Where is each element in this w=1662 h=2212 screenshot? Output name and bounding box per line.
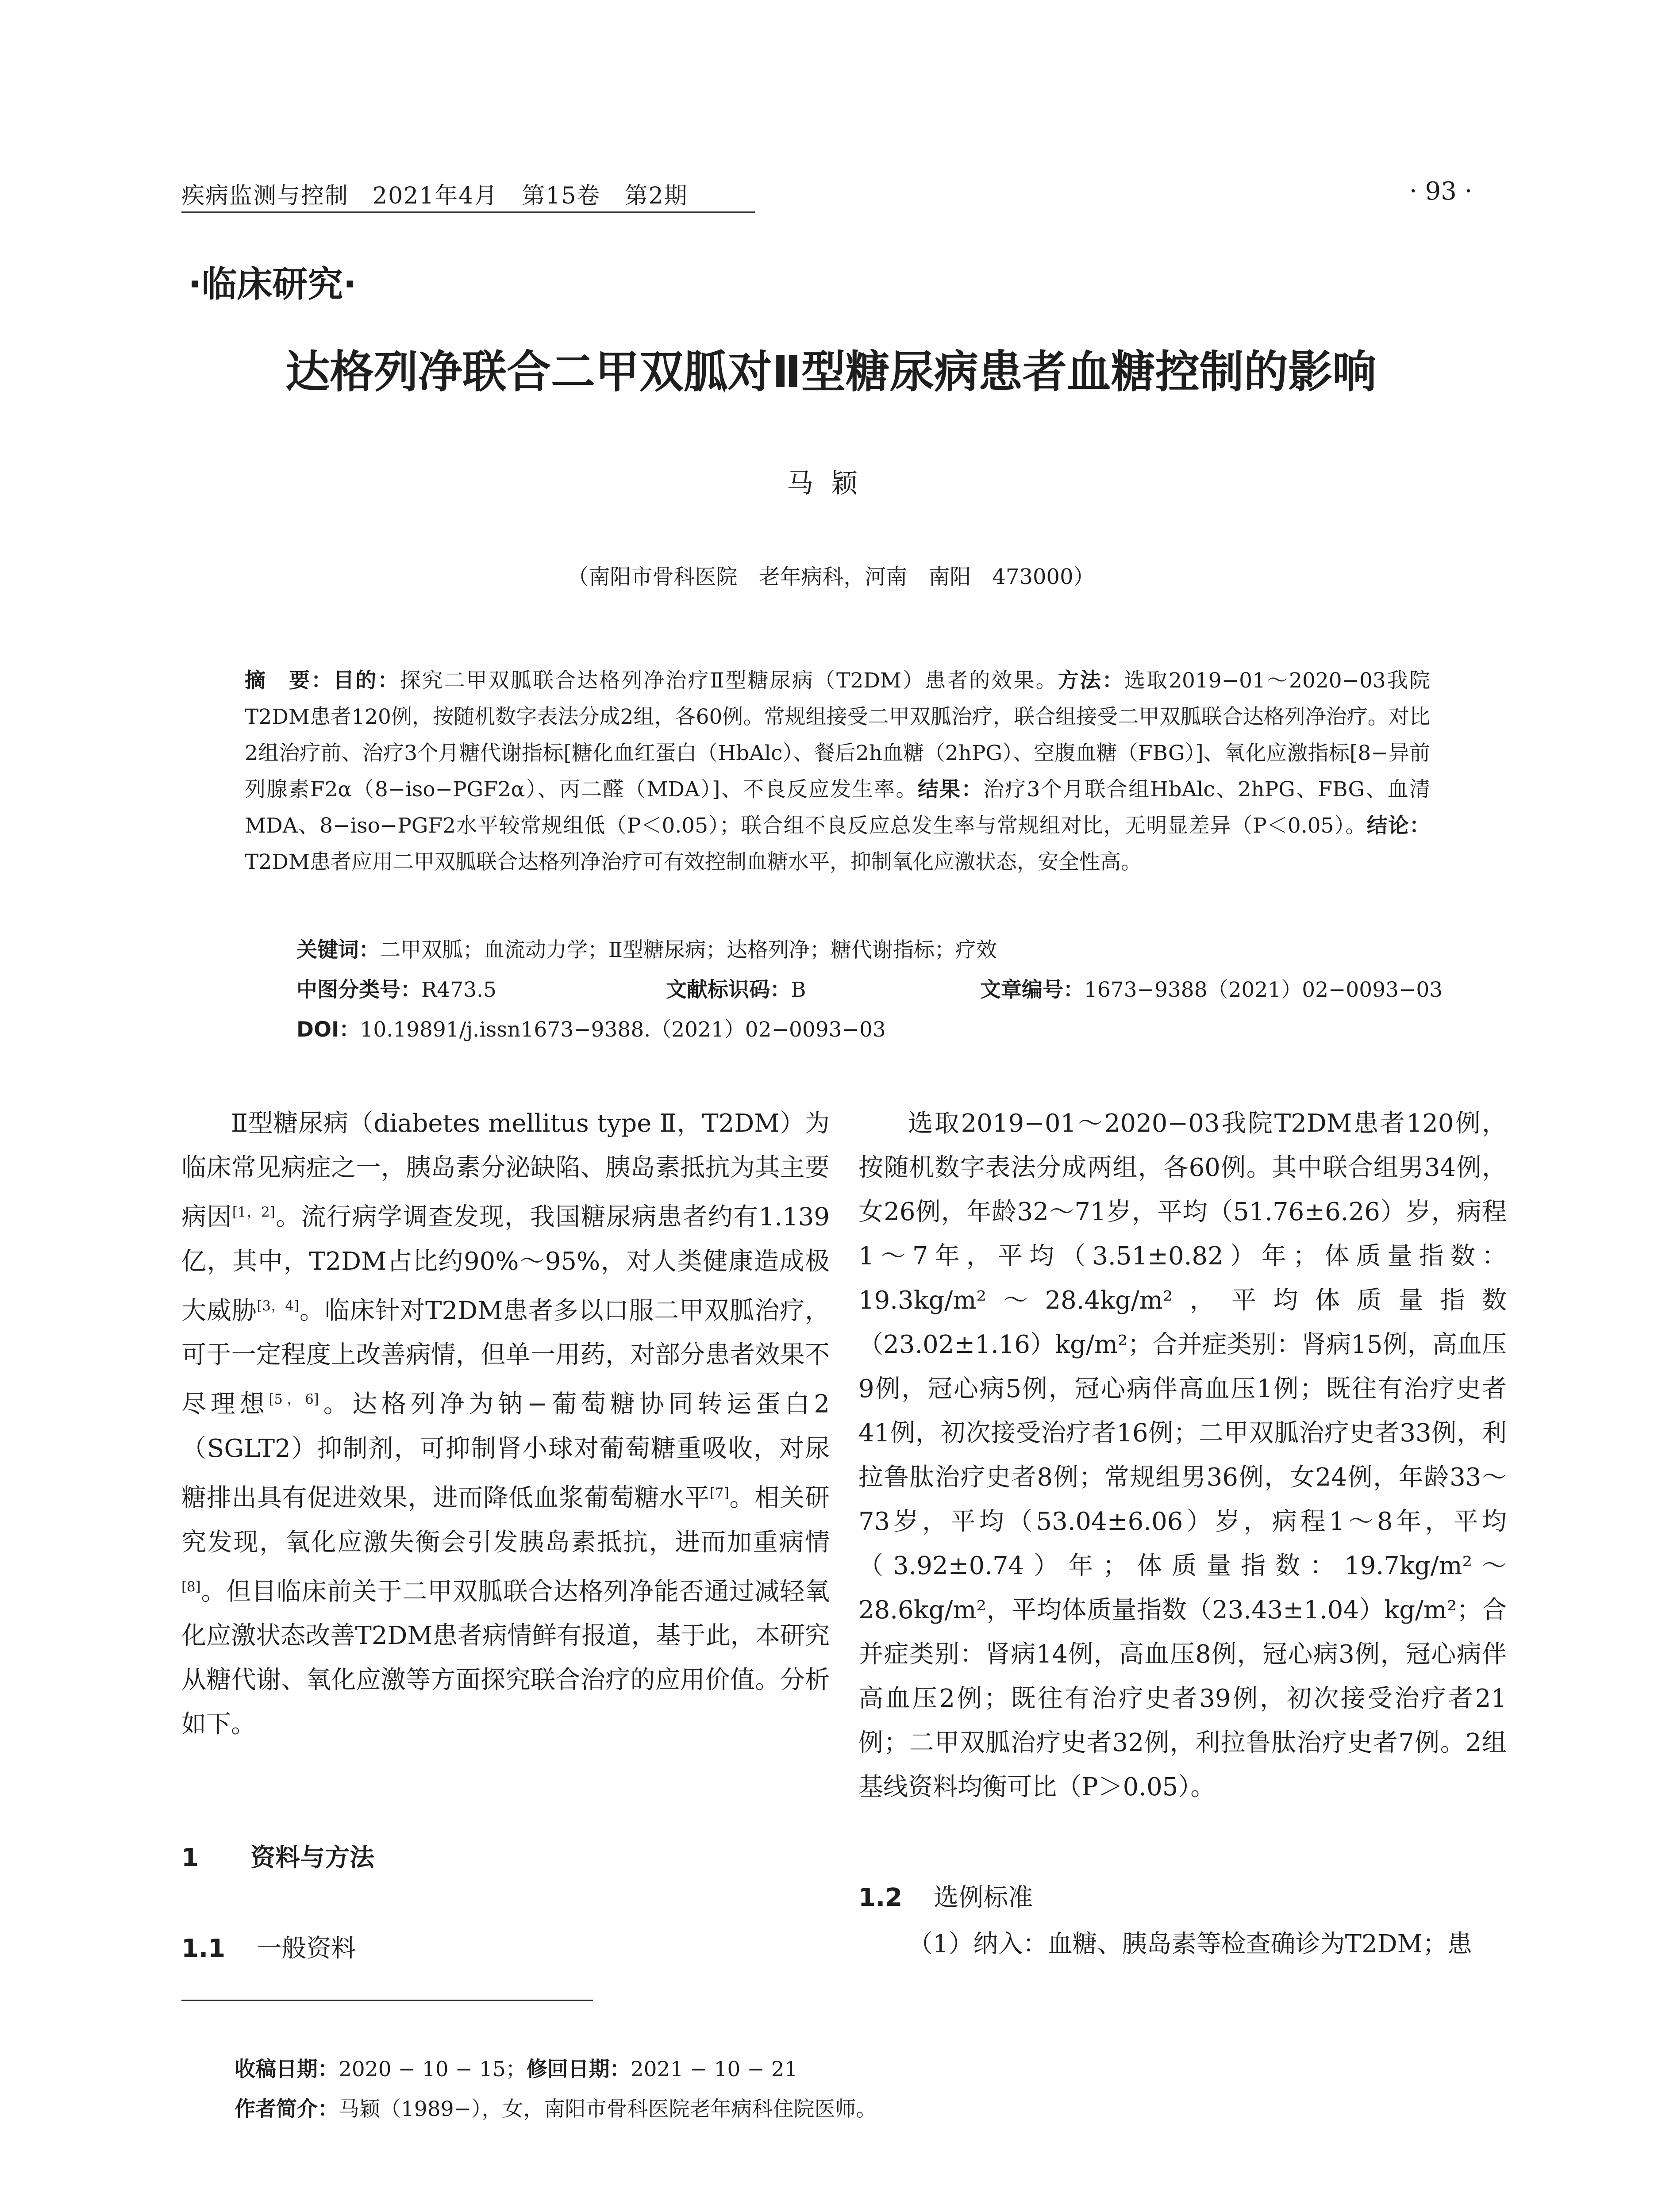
author-bio: 马颖（1989−），女，南阳市骨科医院老年病科住院医师。 xyxy=(339,2097,877,2121)
section-tag: ·临床研究· xyxy=(188,264,357,305)
abstract xyxy=(245,663,1430,880)
section-1-1-heading xyxy=(181,1929,356,1964)
section-1-heading xyxy=(181,1838,374,1874)
classification xyxy=(296,973,496,1003)
methods-label: 方法： xyxy=(1058,668,1124,693)
journal-header: 疾病监测与控制 2021年4月 第15卷 第2期 xyxy=(181,183,688,209)
author-affiliation: （南阳市骨科医院 老年病科，河南 南阳 473000） xyxy=(567,565,1095,589)
classification-value: R473.5 xyxy=(421,978,496,1002)
citation: [3，4] xyxy=(257,1298,300,1314)
section-title: 资料与方法 xyxy=(250,1843,374,1872)
intro-text: 。达格列净为钠−葡萄糖协同转运蛋白2（SGLT2）抑制剂，可抑制肾小球对葡萄糖重吸收，对尿糖排出具有促进效果，进而降低血浆葡萄糖水平 xyxy=(181,1390,830,1513)
objective-label: 目的： xyxy=(333,668,400,693)
results-label: 结果： xyxy=(917,777,983,802)
inclusion-paragraph: （1）纳入：血糖、胰岛素等检查确诊为T2DM；患 xyxy=(908,1930,1472,1959)
doc-code-label: 文献标识码： xyxy=(666,978,791,1002)
citation: [7] xyxy=(709,1485,729,1501)
intro-text: 。相关研究发现，氧化应激失衡会引发胰岛素抵抗，进而加重病情 xyxy=(181,1483,830,1557)
revised-date: 2021 − 10 − 21 xyxy=(630,2057,798,2081)
section-number: 1.2 xyxy=(858,1883,903,1912)
article-no-label: 文章编号： xyxy=(980,978,1084,1002)
section-title: 选例标准 xyxy=(934,1883,1033,1912)
received-label: 收稿日期： xyxy=(235,2057,339,2081)
general-info-column xyxy=(858,1102,1507,1809)
intro-text: 。但目临床前关于二甲双胍联合达格列净能否通过减轻氧化应激状态改善T2DM患者病情鲜有报道，基于此，本研究从糖代谢、氧化应激等方面探究联合治疗的应用价值。分析如下。 xyxy=(181,1577,830,1739)
section-title: 一般资料 xyxy=(257,1934,356,1963)
general-info-paragraph: 选取2019−01～2020−03我院T2DM患者120例，按随机数字表法分成两组，各60例。其中联合组男34例，女26例，年龄32～71岁，平均（51.76±6.26）岁，病程1～7年，平均（3.51±0.82）年；体质量指数：19.3kg/m²～28.4kg/m²，平均体质量指数（23.02±1.16）kg/m²；合并症类别：肾病15例，高血压9例，冠心病5例，冠心病伴高血压1例；既往有治疗史者41例，初次接受治疗者16例；二甲双胍治疗史者33例，利拉鲁肽治疗史者8例；常规组男36例，女24例，年龄33～73岁，平均（53.04±6.06）岁，病程1～8年，平均（3.92±0.74）年；体质量指数：19.7kg/m²～28.6kg/m²，平均体质量指数（23.43±1.04）kg/m²；合并症类别：肾病14例，高血压8例，冠心病3例，冠心病伴高血压2例；既往有治疗史者39例，初次接受治疗者21例；二甲双胍治疗史者32例，利拉鲁肽治疗史者7例。2组基线资料均衡可比（P＞0.05）。 xyxy=(858,1109,1507,1801)
received-date: 2020 − 10 − 15； xyxy=(339,2057,527,2081)
doi xyxy=(296,1013,886,1043)
article-no-value: 1673−9388（2021）02−0093−03 xyxy=(1084,978,1443,1002)
section-number: 1 xyxy=(181,1843,199,1872)
intro-column xyxy=(181,1102,830,1747)
author-name: 马颖 xyxy=(787,468,875,499)
intro-text: 。临床针对T2DM患者多以口服二甲双胍治疗，可于一定程度上改善病情，但单一用药，对部分患者效果不尽理想 xyxy=(181,1296,830,1419)
citation: [1，2] xyxy=(232,1204,275,1220)
intro-text: 。流行病学调查发现，我国糖尿病患者约有1.139亿，其中，T2DM占比约90%～95%，对人类健康造成极大威胁 xyxy=(181,1202,830,1325)
header-underline xyxy=(181,211,755,213)
section-number: 1.1 xyxy=(181,1934,226,1963)
abstract-label: 摘 要： xyxy=(245,668,334,693)
objective-text: 探究二甲双胍联合达格列净治疗Ⅱ型糖尿病（T2DM）患者的效果。 xyxy=(400,668,1058,693)
inclusion-column xyxy=(858,1922,1507,1966)
page-number: · 93 · xyxy=(1409,177,1473,206)
classification-label: 中图分类号： xyxy=(296,978,421,1002)
methods-text: 选取2019−01～2020−03我院T2DM患者120例，按随机数字表法分成2组，各60例。常规组接受二甲双胍治疗，联合组接受二甲双胍联合达格列净治疗。对比2组治疗前、治疗3个月糖代谢指标[糖化血红蛋白（HbAlc）、餐后2h血糖（2hPG）、空腹血糖（FBG）]、氧化应激指标[8−异前列腺素F2α（8−iso−PGF2α）、丙二醛（MDA）]、不良反应发生率。 xyxy=(245,668,1431,802)
keywords xyxy=(296,933,997,963)
citation: [8] xyxy=(181,1578,201,1595)
article-number xyxy=(980,973,1443,1003)
conclusion-text: T2DM患者应用二甲双胍联合达格列净治疗可有效控制血糖水平，抑制氧化应激状态，安全性高。 xyxy=(245,850,1142,874)
revised-label: 修回日期： xyxy=(526,2057,631,2081)
doi-label: DOI： xyxy=(296,1018,360,1042)
doc-code-value: B xyxy=(791,978,806,1002)
footnote-dates xyxy=(235,2053,798,2082)
conclusion-label: 结论： xyxy=(1366,814,1430,838)
intro-paragraph xyxy=(181,1102,830,1747)
paper-title: 达格列净联合二甲双胍对Ⅱ型糖尿病患者血糖控制的影响 xyxy=(285,346,1377,398)
citation: [5，6] xyxy=(269,1391,319,1408)
keywords-value: 二甲双胍；血流动力学；Ⅱ型糖尿病；达格列净；糖代谢指标；疗效 xyxy=(380,938,997,962)
results-text: 治疗3个月联合组HbAlc、2hPG、FBG、血清MDA、8−iso−PGF2水平较常规组低（P＜0.05）；联合组不良反应总发生率与常规组对比，无明显差异（P＜0.05）。 xyxy=(245,777,1431,838)
doi-value: 10.19891/j.issn1673−9388.（2021）02−0093−03 xyxy=(360,1018,886,1042)
keywords-label: 关键词： xyxy=(296,938,380,962)
footnote-author xyxy=(235,2093,877,2122)
author-bio-label: 作者简介： xyxy=(235,2097,339,2121)
footnote-rule xyxy=(181,2000,593,2001)
document-code xyxy=(666,973,806,1003)
section-1-2-heading xyxy=(858,1878,1033,1913)
intro-text: Ⅱ型糖尿病（diabetes mellitus type Ⅱ，T2DM）为临床常见病症之一，胰岛素分泌缺陷、胰岛素抵抗为其主要病因 xyxy=(181,1109,830,1232)
